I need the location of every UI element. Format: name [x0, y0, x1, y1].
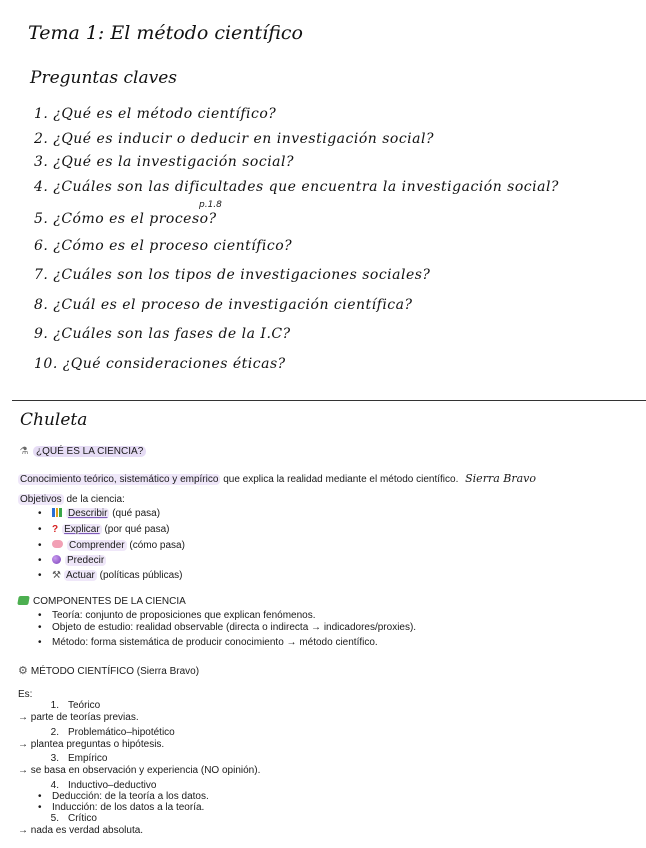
- metodo-item: 4. Inductivo–deductivo: [50, 780, 157, 791]
- puzzle-icon: [17, 596, 30, 605]
- question-9: 9. ¿Cuáles son las fases de la I.C?: [34, 326, 291, 342]
- objetivos-intro: Objetivos de la ciencia:: [20, 494, 125, 505]
- metodo-es: Es:: [18, 689, 33, 700]
- crystal-ball-icon: [52, 555, 61, 564]
- componente-item: • Objeto de estudio: realidad observable (directa o indirecta → indicadores/proxies).: [38, 622, 417, 633]
- metodo-note: → plantea preguntas o hipótesis.: [18, 739, 165, 750]
- definition-highlight: Conocimiento teórico, sistemático y empírico: [20, 474, 219, 485]
- question-5: 5. ¿Cómo es el proceso?: [34, 211, 217, 227]
- question-3: 3. ¿Qué es la investigación social?: [34, 154, 294, 170]
- objetivo-item: • Predecir: [38, 555, 105, 566]
- flask-icon: [18, 446, 30, 457]
- metodo-item: 3. Empírico: [50, 753, 108, 764]
- metodo-note: → se basa en observación y experiencia (NO opinión).: [18, 765, 261, 776]
- question-1: 1. ¿Qué es el método científico?: [34, 106, 277, 122]
- metodo-item: 2. Problemático–hipotético: [50, 727, 175, 738]
- metodo-note: → parte de teorías previas.: [18, 712, 139, 723]
- page-title: Tema 1: El método científico: [28, 22, 303, 44]
- subtitle-preguntas: Preguntas claves: [30, 68, 177, 88]
- metodo-note: → nada es verdad absoluta.: [18, 825, 144, 836]
- objetivo-item: • Describir (qué pasa): [38, 508, 161, 519]
- question-10: 10. ¿Qué consideraciones éticas?: [34, 356, 286, 372]
- metodo-subitem: • Inducción: de los datos a la teoría.: [38, 802, 205, 813]
- section-divider: [12, 400, 646, 401]
- metodo-item: 5. Crítico: [50, 813, 97, 824]
- brain-icon: [52, 540, 63, 548]
- tools-icon: [52, 570, 64, 581]
- ciencia-heading: ⚗¿QUÉ ES LA CIENCIA?: [18, 446, 146, 457]
- ciencia-definition: Conocimiento teórico, sistemático y empírico que explica la realidad mediante el método científico. Sierra Bravo: [20, 472, 536, 485]
- componente-item: • Método: forma sistemática de producir conocimiento → método científico.: [38, 637, 378, 648]
- componentes-heading: COMPONENTES DE LA CIENCIA: [18, 596, 186, 607]
- objetivo-item: • ? Explicar (por qué pasa): [38, 524, 170, 535]
- question-4: 4. ¿Cuáles son las dificultades que encuentra la investigación social?: [34, 179, 559, 195]
- objetivo-item: •⚒ Actuar (políticas públicas): [18, 570, 182, 581]
- question-6: 6. ¿Cómo es el proceso científico?: [34, 238, 293, 254]
- question-7: 7. ¿Cuáles son los tipos de investigaciones sociales?: [34, 267, 431, 283]
- question-2: 2. ¿Qué es inducir o deducir en investigación social?: [34, 131, 434, 147]
- page-annotation: p.1.8: [199, 200, 222, 210]
- bar-chart-icon: [52, 508, 62, 517]
- author-note: Sierra Bravo: [465, 472, 536, 485]
- question-mark-icon: ?: [52, 524, 59, 535]
- objetivo-item: • Comprender (cómo pasa): [38, 540, 185, 551]
- componente-item: • Teoría: conjunto de proposiciones que explican fenómenos.: [38, 610, 316, 621]
- metodo-subitem: • Deducción: de la teoría a los datos.: [38, 791, 209, 802]
- metodo-item: 1. Teórico: [50, 700, 101, 711]
- section-title-chuleta: Chuleta: [20, 410, 88, 430]
- metodo-heading: ⚙ MÉTODO CIENTÍFICO (Sierra Bravo): [18, 664, 199, 677]
- question-8: 8. ¿Cuál es el proceso de investigación científica?: [34, 297, 413, 313]
- gear-icon: [18, 666, 31, 677]
